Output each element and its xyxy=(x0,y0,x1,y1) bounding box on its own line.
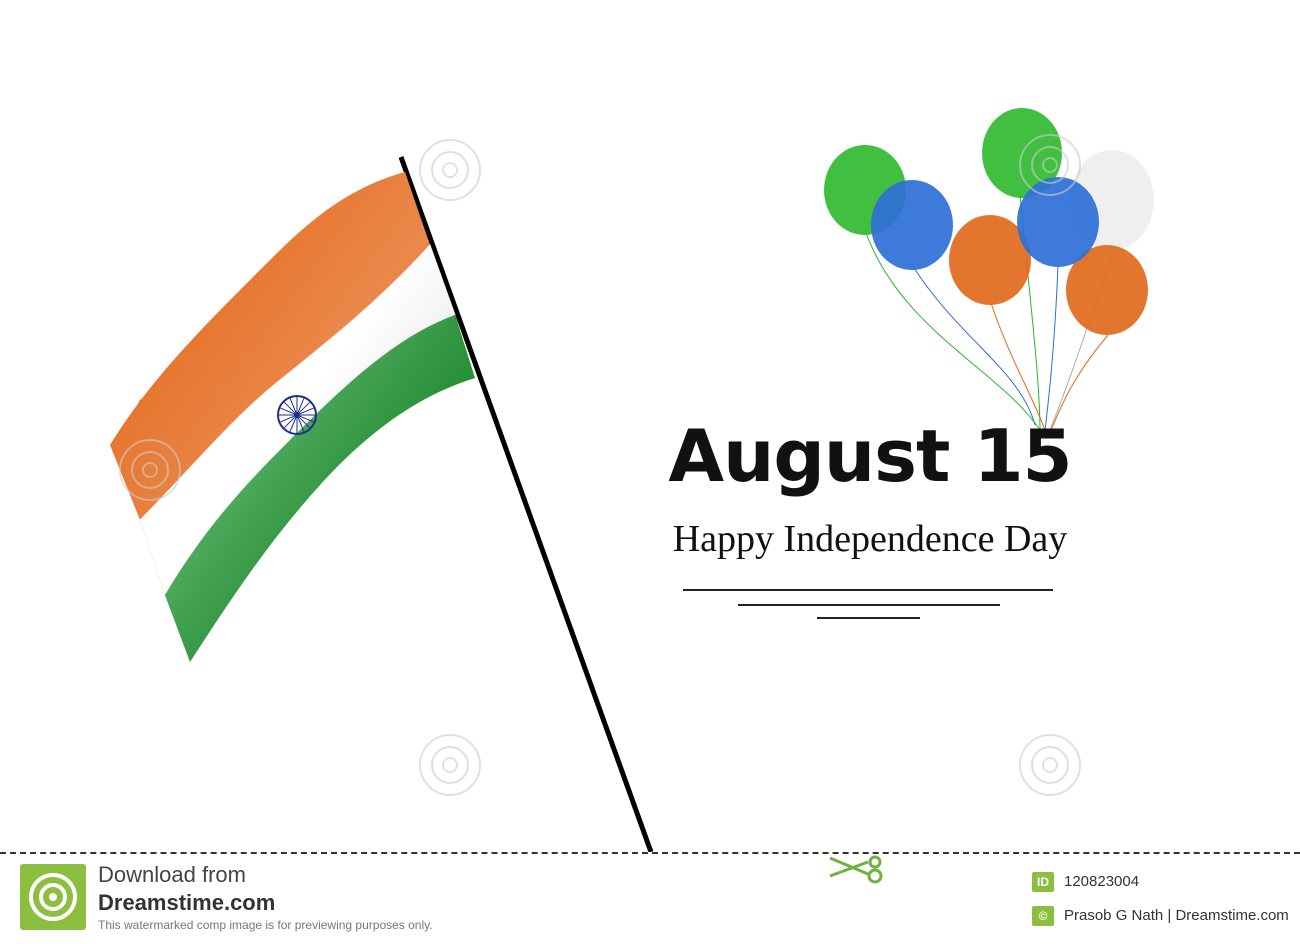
download-label: Download from xyxy=(98,862,246,887)
copyright-badge: © xyxy=(1032,906,1054,926)
subheadline: Happy Independence Day xyxy=(672,518,1068,560)
dreamstime-swirl-icon xyxy=(20,864,86,930)
author-credit[interactable]: Prasob G Nath | Dreamstime.com xyxy=(1064,907,1289,924)
disclaimer-text: This watermarked comp image is for previewing purposes only. xyxy=(98,918,433,932)
id-badge: ID xyxy=(1032,872,1054,892)
footer-bar xyxy=(0,852,1300,944)
image-id: 120823004 xyxy=(1064,873,1140,890)
headline: August 15 xyxy=(668,414,1072,498)
site-name-link[interactable]: Dreamstime.com xyxy=(98,890,276,915)
dreamstime-logo[interactable] xyxy=(20,864,86,930)
scissors-icon xyxy=(828,854,888,884)
